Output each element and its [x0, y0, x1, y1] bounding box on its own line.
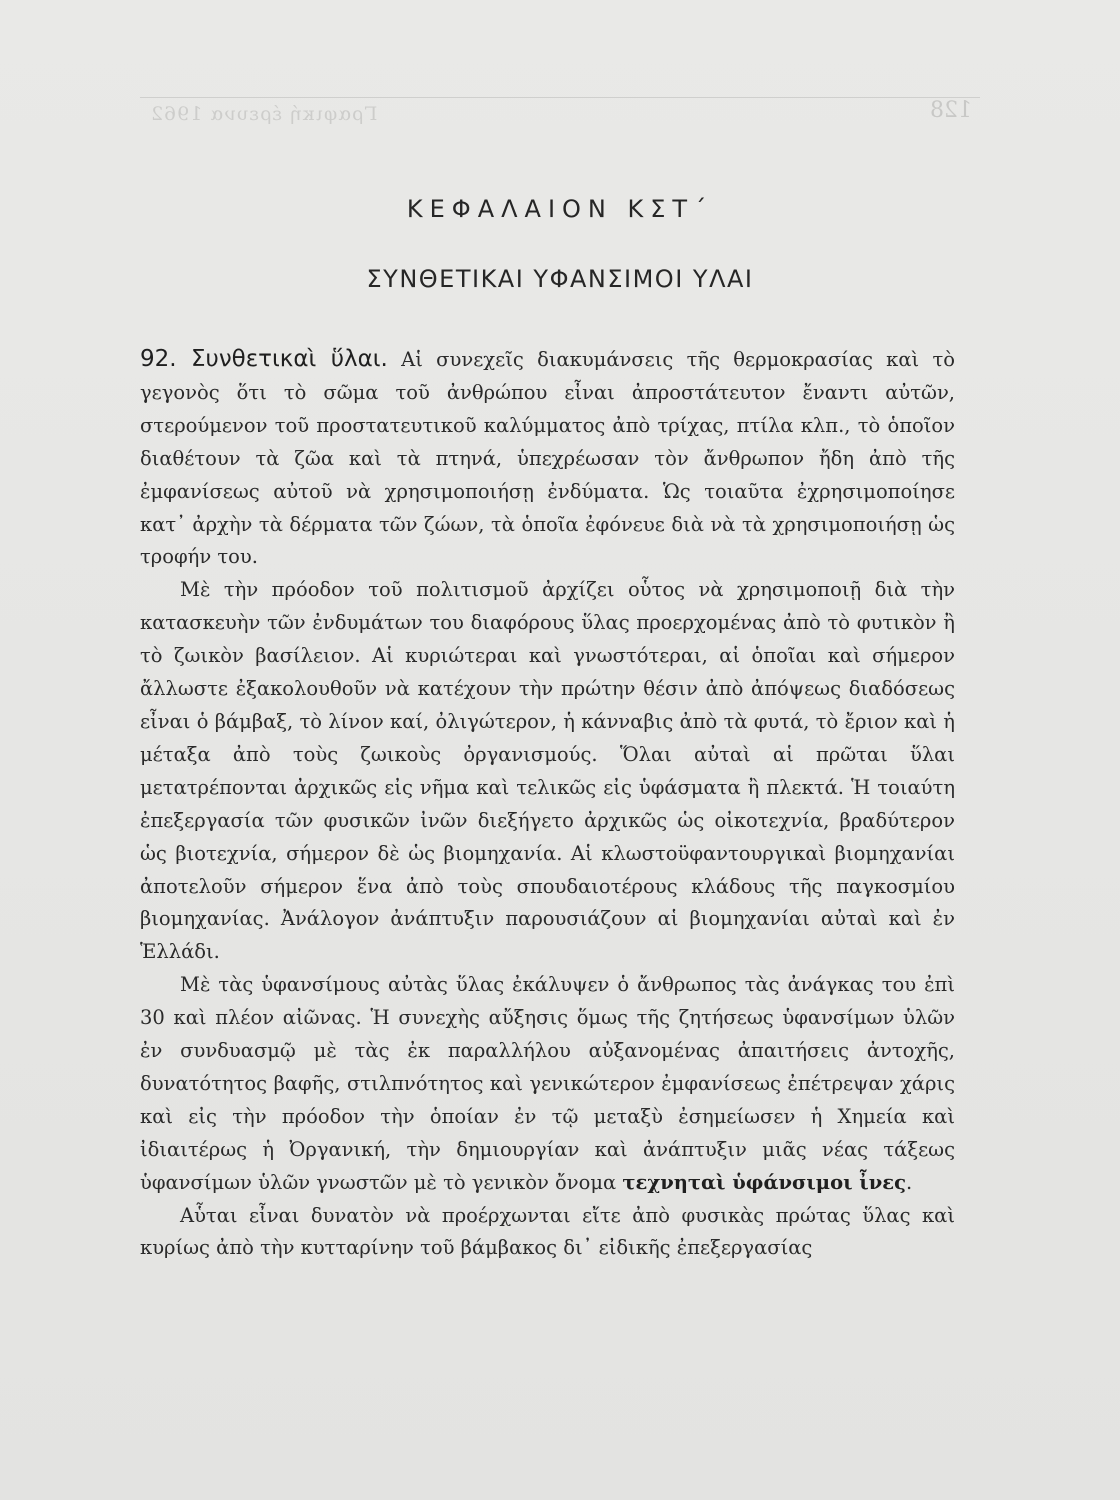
paragraph-1-text: Αἱ συνεχεῖς διακυμάνσεις τῆς θερμοκρασίας καὶ τὸ γεγονὸς ὅτι τὸ σῶμα τοῦ ἀνθρώπου εἶναι ἀπροστάτευτον ἔναντι αὐτῶν, στερούμενον τοῦ προστατευτικοῦ καλύμματος ἀπὸ τρίχας, πτίλα κλπ., τὸ ὁποῖον διαθέτουν τὰ ζῶα καὶ τὰ πτηνά, ὑπεχρέωσαν τὸν ἄνθρωπον ἤδη ἀπὸ τῆς ἐμφανίσεως αὐτοῦ νὰ χρησιμοποιήσῃ ἐνδύματα. Ὡς τοιαῦτα ἐχρησιμοποίησε κατ᾽ ἀρχὴν τὰ δέρματα τῶν ζώων, τὰ ὁποῖα ἐφόνευε διὰ νὰ τὰ χρησιμοποιήσῃ ὡς τροφήν του. — [140, 348, 955, 569]
paragraph-2: Μὲ τὴν πρόοδον τοῦ πολιτισμοῦ ἀρχίζει οὗτος νὰ χρησιμοποιῇ διὰ τὴν κατασκευὴν τῶν ἐνδυμάτων του διαφόρους ὕλας προερχομένας ἀπὸ τὸ φυτικὸν ἢ τὸ ζωικὸν βασίλειον. Αἱ κυριώτεραι καὶ γνωστότεραι, αἱ ὁποῖαι καὶ σήμερον ἄλλωστε ἐξακολουθοῦν νὰ κατέχουν τὴν πρώτην θέσιν ἀπὸ ἀπόψεως διαδόσεως εἶναι ὁ βάμβαξ, τὸ λίνον καί, ὀλιγώτερον, ἡ κάνναβις ἀπὸ τὰ φυτά, τὸ ἔριον καὶ ἡ μέταξα ἀπὸ τοὺς ζωικοὺς ὀργανισμούς. Ὅλαι αὐταὶ αἱ πρῶται ὕλαι μετατρέπονται ἀρχικῶς εἰς νῆμα καὶ τελικῶς εἰς ὑφάσματα ἢ πλεκτά. Ἡ τοιαύτη ἐπεξεργασία τῶν φυσικῶν ἰνῶν διεξήγετο ἀρχικῶς ὡς οἰκοτεχνία, βραδύτερον ὡς βιοτεχνία, σήμερον δὲ ὡς βιομηχανία. Αἱ κλωστοϋφαντουργικαὶ βιομηχανίαι ἀποτελοῦν σήμερον ἕνα ἀπὸ τοὺς σπουδαιοτέρους κλάδους τῆς παγκοσμίου βιομηχανίας. Ἀνάλογον ἀνάπτυξιν παρουσιάζουν αἱ βιομηχανίαι αὐταὶ καὶ ἐν Ἑλλάδι. — [140, 578, 955, 964]
section-heading: 92. Συνθετικαὶ ὕλαι. — [140, 346, 388, 372]
chapter-subtitle: ΣΥΝΘΕΤΙΚΑΙ ΥΦΑΝΣΙΜΟΙ ΥΛΑΙ — [366, 265, 754, 293]
bleed-header-rule — [140, 97, 980, 98]
body-text — [140, 343, 955, 1265]
paragraph-3-text: Μὲ τὰς ὑφανσίμους αὐτὰς ὕλας ἐκάλυψεν ὁ ἄνθρωπος τὰς ἀνάγκας του ἐπὶ 30 καὶ πλέον αἰῶνας. Ἡ συνεχὴς αὔξησις ὅμως τῆς ζητήσεως ὑφανσίμων ὑλῶν ἐν συνδυασμῷ μὲ τὰς ἐκ παραλλήλου αὐξανομένας ἀπαιτήσεις ἀντοχῆς, δυνατότητος βαφῆς, στιλπνότητος καὶ γενικώτερον ἐμφανίσεως ἐπέτρεψαν χάρις καὶ εἰς τὴν πρόοδον τὴν ὁποίαν ἐν τῷ μεταξὺ ἐσημείωσεν ἡ Χημεία καὶ ἰδιαιτέρως ἡ Ὀργανική, τὴν δημιουργίαν καὶ ἀνάπτυξιν μιᾶς νέας τάξεως ὑφανσίμων ὑλῶν γνωστῶν μὲ τὸ γενικὸν ὄνομα — [140, 973, 955, 1194]
paragraph-3 — [140, 969, 955, 1199]
bleed-running-title: Γραφική έρευνα 1962 — [150, 103, 378, 125]
paragraph-4: Αὗται εἶναι δυνατὸν νὰ προέρχωνται εἴτε ἀπὸ φυσικὰς πρώτας ὕλας καὶ κυρίως ἀπὸ τὴν κυτταρίνην τοῦ βάμβακος δι᾽ εἰδικῆς ἐπεξεργασίας — [140, 1203, 955, 1260]
bold-term: τεχνηταὶ ὑφάνσιμοι ἶνες — [622, 1170, 907, 1194]
paragraph-1 — [140, 343, 955, 574]
paragraph-3-end: . — [906, 1170, 913, 1194]
bleed-through-header — [0, 48, 1120, 125]
bleed-page-number: 128 — [930, 98, 972, 123]
chapter-title: ΚΕΦΑΛΑΙΟΝ ΚΣΤ΄ — [406, 195, 714, 223]
